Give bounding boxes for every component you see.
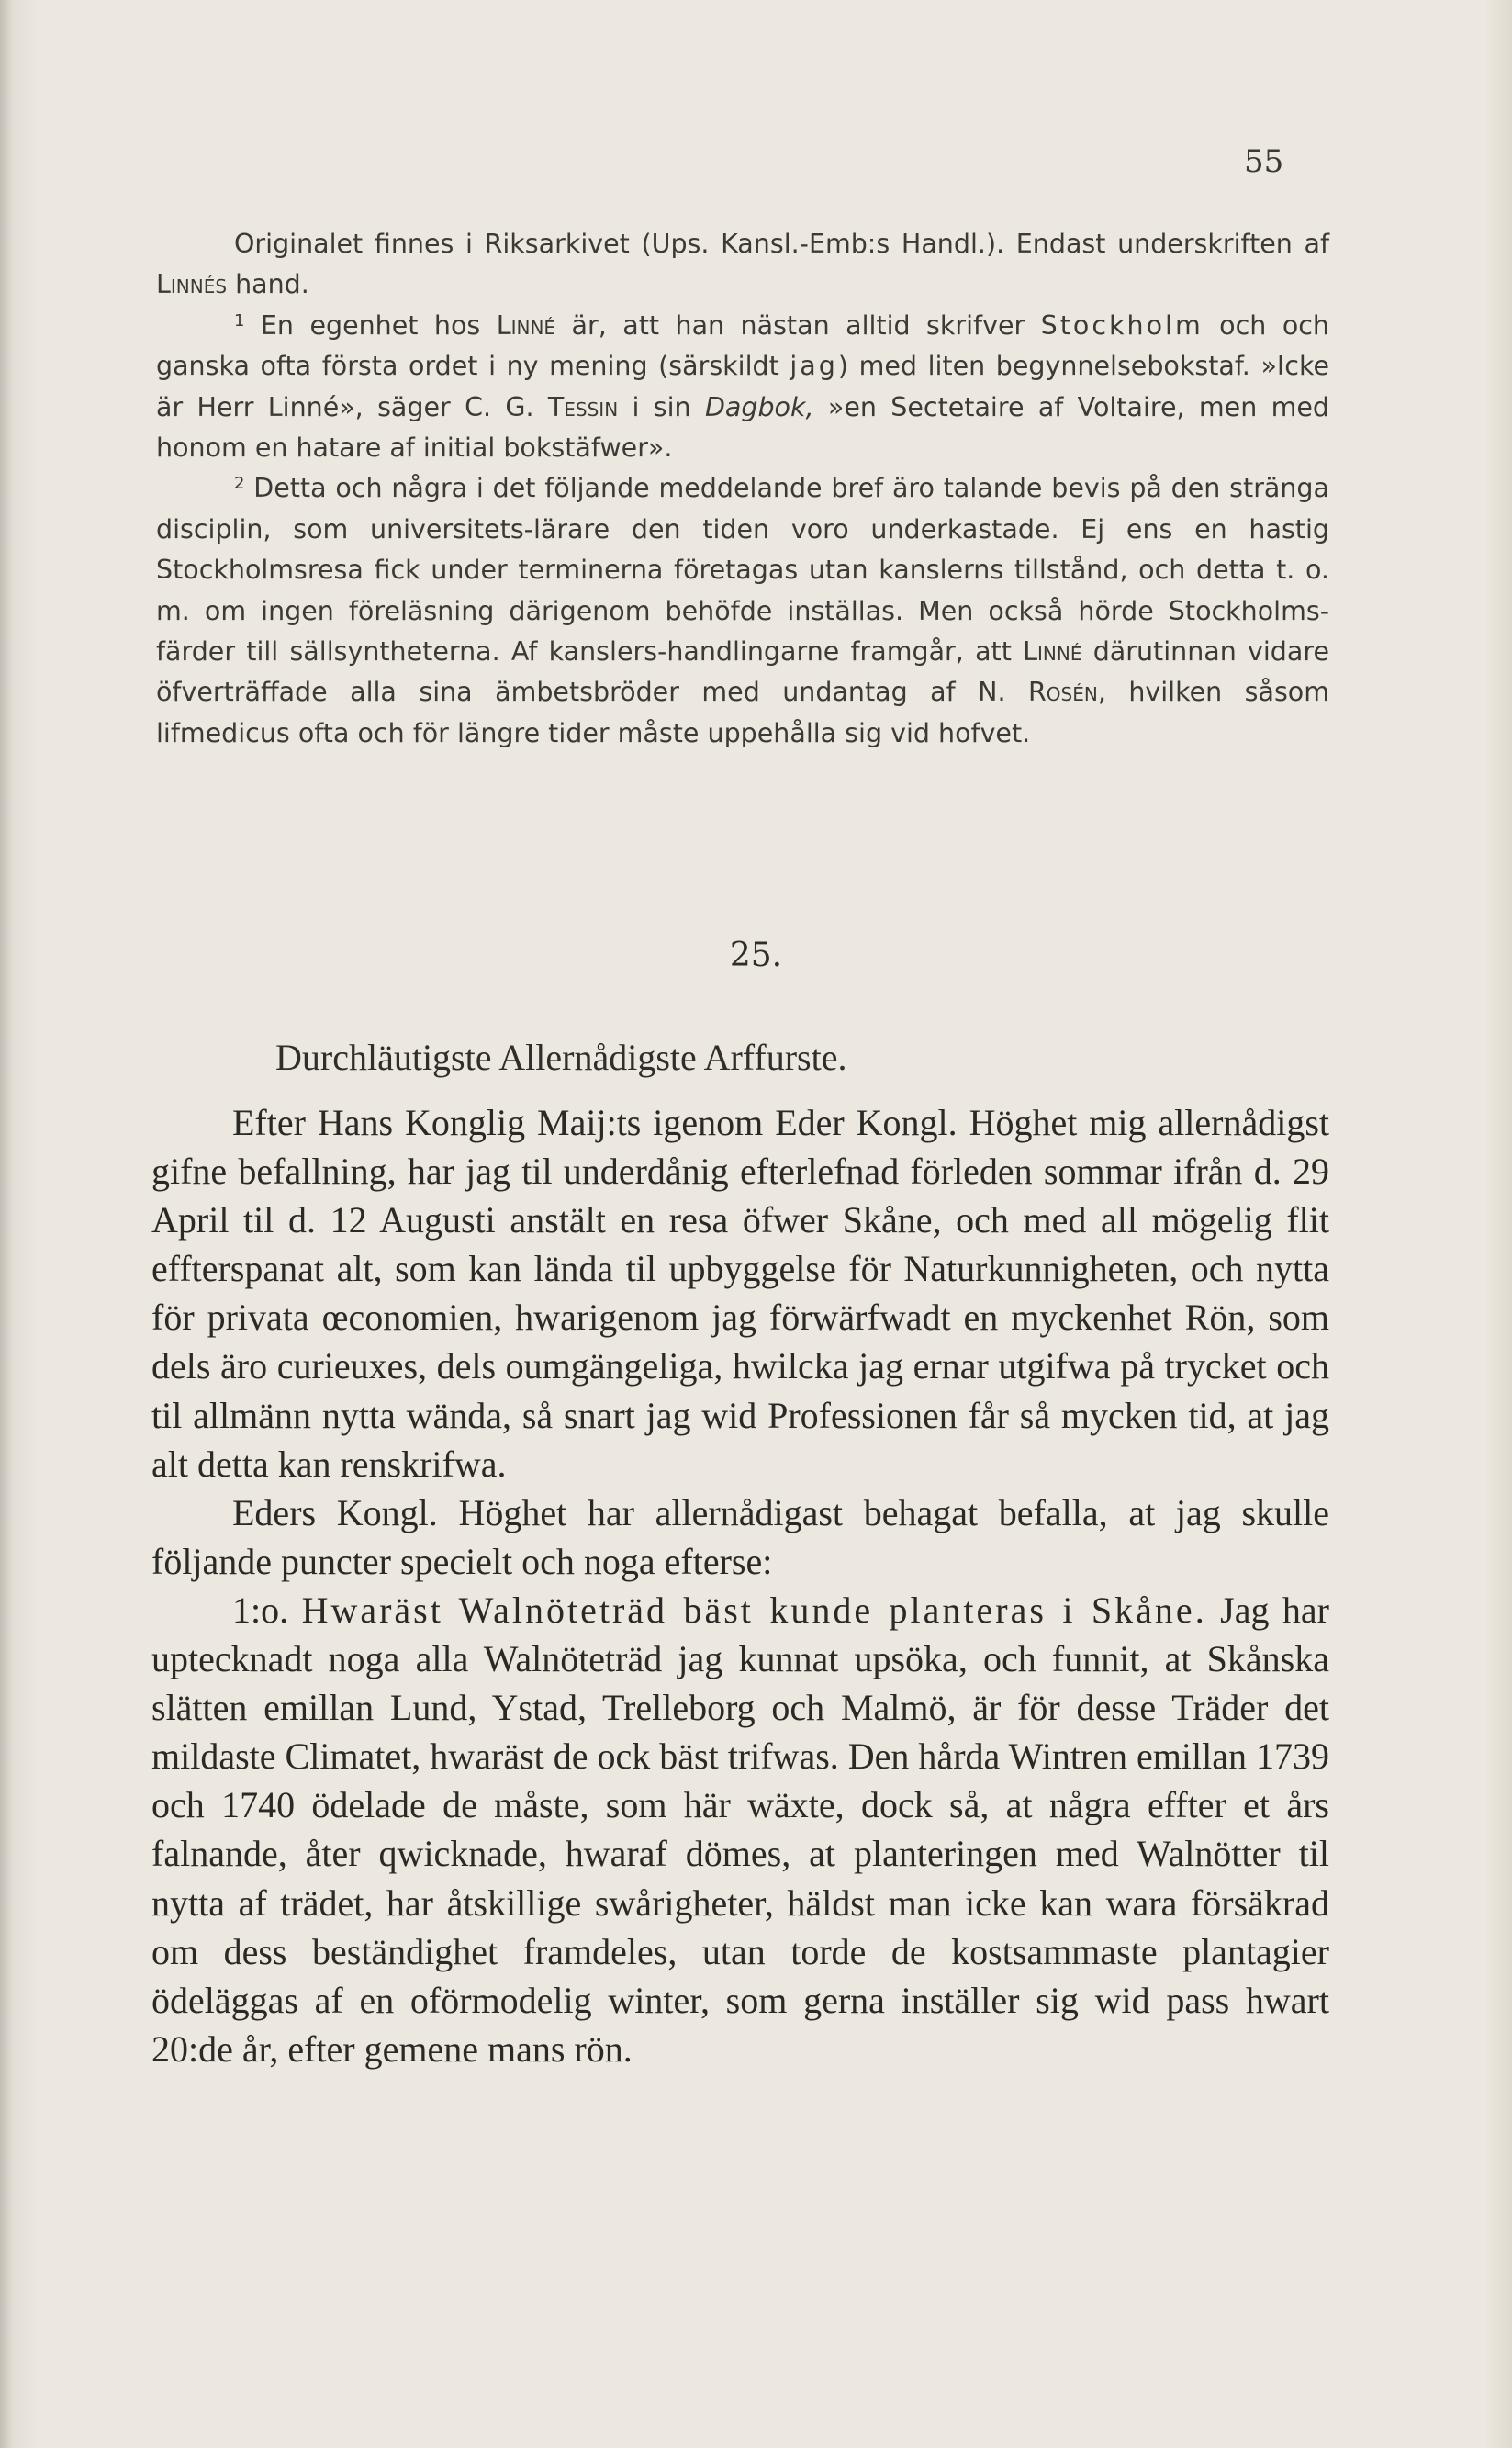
letter-body bbox=[151, 1098, 1329, 2073]
book-title: Dagbok, bbox=[704, 391, 814, 422]
footnote-text: , hvilken såsom lifmedicus ofta och för längre tider måste uppehålla sig vid hofvet. bbox=[156, 677, 1329, 748]
letter-paragraph-2: Eders Kongl. Höghet har allernådigast behagat befalla, at jag skulle följande puncter specielt och noga efterse: bbox=[151, 1491, 1329, 1582]
footnote-marker: 1 bbox=[234, 310, 245, 331]
letter-number: 25. bbox=[729, 937, 783, 974]
footnotes bbox=[156, 224, 1329, 754]
spaced-word: jag bbox=[790, 351, 838, 382]
author-name: Linnés bbox=[156, 269, 228, 300]
page-number: 55 bbox=[1244, 143, 1284, 180]
item-number: 1:o. bbox=[232, 1589, 302, 1631]
footnote-text: är, att han nästan alltid skrifver bbox=[555, 309, 1041, 341]
author-name: Linné bbox=[1023, 636, 1082, 668]
footnote-text: därutinnan vidare öfverträffade alla sina ämbetsbröder med undantag af N. bbox=[156, 636, 1329, 708]
footnote-source-end: hand. bbox=[227, 269, 309, 300]
footnote-text: Detta och några i det följande meddelande bref äro talande bevis på den stränga disciplin, som universitets-lärare den tiden voro underkastade. Ej ens en hastig Stockholmsresa fick under terminerna företagas utan kanslerns tillstånd, och detta t. o. m. om ingen föreläsning därigenom behöfde inställas. Men också hörde Stockholms-färder till sällsyntheterna. Af kanslers-handlingarne framgår, att bbox=[156, 473, 1329, 668]
footnote-text: »en Sectetaire af Voltaire, men med honom en hatare af initial bokstäfwer». bbox=[156, 391, 1329, 464]
footnote-text: och och ganska ofta första ordet i ny mening (särskildt bbox=[156, 309, 1329, 382]
footnote-marker: 2 bbox=[234, 474, 245, 494]
letter-paragraph-1: Efter Hans Konglig Maij:ts igenom Eder Kongl. Höghet mig allernådigst gifne befallning, har jag til underdånig efterlefnad förleden sommar ifrån d. 29 April til d. 12 Augusti anstält en resa öfwer Skåne, och med all mögelig flit effterspanat alt, som kan lända til upbyggelse för Naturkunnigheten, och nytta för privata œconomien, hwarigenom jag förwärfwadt en myckenhet Rön, som dels äro curieuxes, dels oumgängeliga, hwilcka jag ernar utgifwa på trycket och til allmänn nytta wända, så snart jag wid Professionen får så mycken tid, at jag alt detta kan renskrifwa. bbox=[151, 1102, 1329, 1485]
footnote-text: i sin bbox=[618, 391, 705, 422]
footnote-1 bbox=[156, 306, 1329, 469]
person-name: Tessin bbox=[547, 391, 619, 422]
author-name: Linné bbox=[496, 309, 556, 341]
footnote-2 bbox=[156, 468, 1329, 754]
spaced-word: Stockholm bbox=[1040, 309, 1204, 341]
letter-salutation: Durchläutigste Allernådigste Arffurste. bbox=[275, 1037, 847, 1078]
person-name: Rosén bbox=[1027, 677, 1098, 708]
footnote-source-text: Originalet finnes i Riksarkivet (Ups. Kansl.-Emb:s Handl.). Endast underskriften af bbox=[234, 229, 1329, 259]
item-text: Jag har uptecknadt noga alla Walnöteträd jag kunnat upsöka, och funnit, at Skånska slätten emillan Lund, Ystad, Trelleborg och Malmö, är för desse Träder det mildaste Climatet, hwaräst de ock bäst trifwas. Den hårda Wintren emillan 1739 och 1740 ödelade de måste, som här wäxte, dock så, at några effter et års falnande, åter qwicknade, hwaraf dömes, at planteringen med Walnötter til nytta af trädet, har åtskillige swårigheter, häldst man icke kan wara försäkrad om dess beständighet framdeles, utan torde de kostsammaste plantagier ödeläggas af en oförmodelig winter, som gerna inställer sig wid pass hwart 20:de år, efter gemene mans rön. bbox=[151, 1589, 1329, 2070]
footnote-text: En egenhet hos bbox=[244, 309, 497, 341]
footnote-source bbox=[156, 224, 1329, 306]
footnote-text: ) med liten begynnelsebokstaf. »Icke är Herr Linné», säger C. G. bbox=[156, 351, 1329, 422]
item-heading: Hwaräst Walnöteträd bäst kunde planteras i Skåne. bbox=[301, 1589, 1207, 1631]
letter-paragraph-3 bbox=[151, 1586, 1329, 2073]
